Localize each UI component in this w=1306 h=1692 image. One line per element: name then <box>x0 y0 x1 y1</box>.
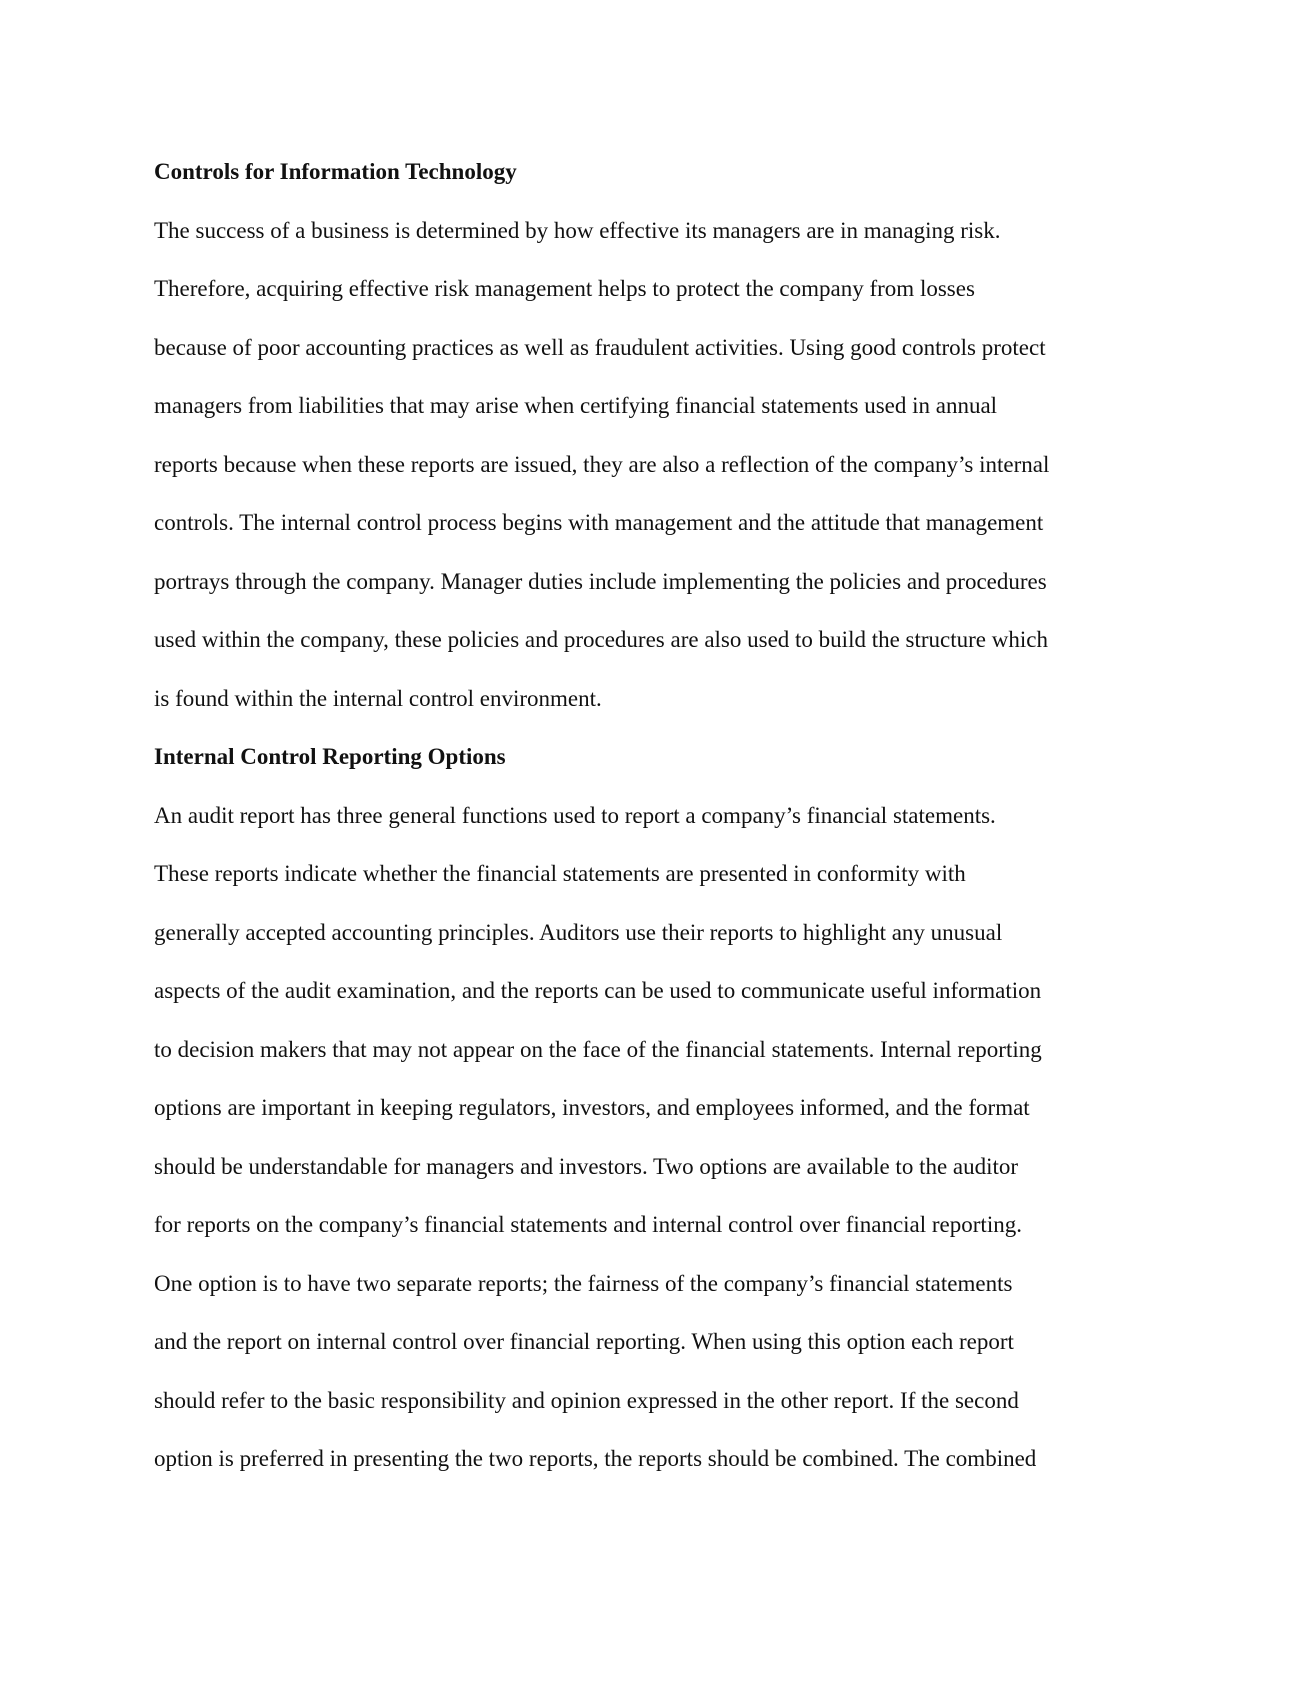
paragraph-line: aspects of the audit examination, and the reports can be used to communicate useful information <box>154 978 1042 1003</box>
paragraph-line: These reports indicate whether the financial statements are presented in conformity with <box>154 861 966 886</box>
paragraph-line: is found within the internal control environment. <box>154 685 602 711</box>
paragraph-line: should be understandable for managers and investors. Two options are available to the auditor <box>154 1153 1019 1179</box>
paragraph-line: An audit report has three general functions used to report a company’s financial statements. <box>154 802 996 828</box>
paragraph-line: One option is to have two separate reports; the fairness of the company’s financial statements <box>154 1270 1013 1296</box>
paragraph-line: should refer to the basic responsibility and opinion expressed in the other report. If the second <box>154 1387 1019 1413</box>
paragraph-line: reports because when these reports are issued, they are also a reflection of the company’s internal <box>154 451 1050 477</box>
document-body <box>154 143 1154 1489</box>
paragraph-line: generally accepted accounting principles. Auditors use their reports to highlight any unusual <box>154 919 1003 945</box>
section-heading: Internal Control Reporting Options <box>154 744 506 769</box>
section-heading: Controls for Information Technology <box>154 159 517 184</box>
section-paragraph <box>154 787 1154 1489</box>
paragraph-line: The success of a business is determined by how effective its managers are in managing risk. <box>154 217 1001 243</box>
paragraph-line: Therefore, acquiring effective risk management helps to protect the company from losses <box>154 276 975 301</box>
section-paragraph <box>154 202 1154 729</box>
paragraph-line: used within the company, these policies and procedures are also used to build the structure which <box>154 627 1048 652</box>
paragraph-line: option is preferred in presenting the two reports, the reports should be combined. The combined <box>154 1446 1037 1471</box>
paragraph-line: to decision makers that may not appear on the face of the financial statements. Internal reporting <box>154 1036 1042 1062</box>
paragraph-line: and the report on internal control over financial reporting. When using this option each report <box>154 1329 1014 1354</box>
paragraph-line: portrays through the company. Manager duties include implementing the policies and procedures <box>154 568 1047 594</box>
paragraph-line: controls. The internal control process begins with management and the attitude that management <box>154 510 1044 535</box>
paragraph-line: managers from liabilities that may arise when certifying financial statements used in annual <box>154 393 998 418</box>
paragraph-line: because of poor accounting practices as well as fraudulent activities. Using good controls protect <box>154 334 1046 360</box>
paragraph-line: for reports on the company’s financial statements and internal control over financial reporting. <box>154 1212 1022 1237</box>
paragraph-line: options are important in keeping regulators, investors, and employees informed, and the format <box>154 1095 1030 1120</box>
